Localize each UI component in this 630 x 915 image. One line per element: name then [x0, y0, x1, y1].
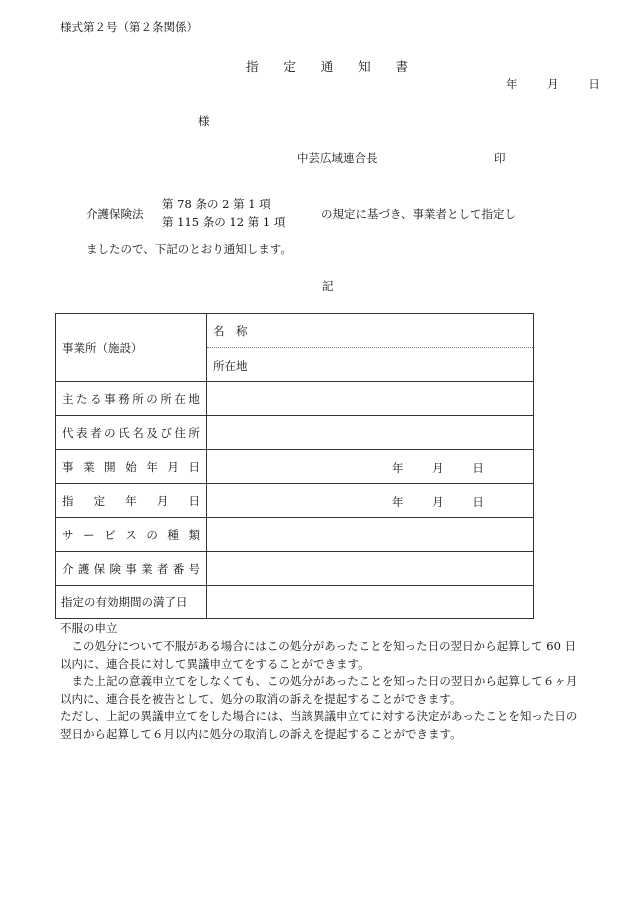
start-date-value	[207, 450, 533, 483]
char: の	[146, 391, 158, 406]
ki-marker: 記	[322, 279, 334, 293]
char: 者	[90, 425, 102, 440]
date-day: 日	[588, 77, 600, 91]
char: 種	[167, 527, 179, 542]
service-type-label	[56, 518, 207, 551]
char: 代	[62, 425, 74, 440]
facility-label-text: 事業所（施設）	[62, 340, 143, 355]
addressee-suffix: 様	[198, 114, 210, 128]
start-date-fields	[392, 460, 484, 476]
char: 年	[146, 459, 158, 474]
char: 月	[167, 459, 179, 474]
notes-body	[60, 638, 577, 743]
char: 務	[118, 391, 130, 406]
char: 号	[188, 561, 200, 576]
service-type-value	[207, 518, 533, 551]
date-month: 月	[432, 461, 444, 475]
char: の	[104, 425, 116, 440]
char: ー	[83, 527, 95, 542]
notes-line: 翌日から起算して６月以内に処分の取消しの訴えを提起することができます。	[60, 726, 462, 741]
char: び	[160, 425, 172, 440]
notes-line: 以内に、連合長を被告として、処分の取消の訴えを提起することができます。	[60, 691, 462, 706]
main-office-label	[56, 382, 207, 415]
clause-line-2: ましたので、下記のとおり通知します。	[86, 242, 292, 256]
table-row-provider-number	[56, 551, 533, 585]
char: 事	[125, 561, 137, 576]
char: 業	[141, 561, 153, 576]
law-name: 介護保険法	[86, 207, 144, 221]
notes-line: ただし、上記の異議申立てをした場合には、当該異議申立てに対する決定があったことを知った日の	[60, 709, 578, 723]
seal-mark: 印	[494, 151, 506, 165]
table-row-validity-end	[56, 585, 533, 618]
char: 地	[188, 391, 200, 406]
facility-divider	[207, 347, 533, 348]
char: 業	[83, 459, 95, 474]
char: 所	[188, 425, 200, 440]
char: 住	[174, 425, 186, 440]
char: 氏	[118, 425, 130, 440]
issue-date	[506, 76, 600, 92]
table-row-representative	[56, 415, 533, 449]
char: 始	[125, 459, 137, 474]
title-char: 書	[395, 59, 408, 74]
article-line-2: 第 115 条の 12 第 1 項	[162, 215, 286, 229]
char: サ	[62, 527, 74, 542]
provider-number-value	[207, 552, 533, 585]
notes-line: この処分について不服がある場合にはこの処分があったことを知った日の翌日から起算して 60 日	[60, 639, 577, 653]
char: 及	[146, 425, 158, 440]
char: ビ	[104, 527, 116, 542]
title-char: 知	[358, 59, 371, 74]
validity-end-label	[56, 586, 207, 618]
char: の	[146, 527, 158, 542]
table-row-start-date	[56, 449, 533, 483]
designation-table	[55, 313, 534, 619]
char: 険	[109, 561, 121, 576]
representative-label	[56, 416, 207, 449]
designation-date-fields	[392, 494, 484, 510]
char: 日	[188, 459, 200, 474]
char: 定	[93, 493, 106, 508]
char: 在	[174, 391, 186, 406]
designation-date-label	[56, 484, 207, 517]
date-year: 年	[392, 495, 404, 509]
char: 保	[93, 561, 106, 576]
table-row-service-type	[56, 517, 533, 551]
notes-heading: 不服の申立	[60, 621, 118, 635]
char: 所	[132, 391, 144, 406]
validity-end-text: 指定の有効期間の満了日	[61, 595, 188, 609]
date-day: 日	[472, 461, 484, 475]
article-line-1: 第 78 条の 2 第 1 項	[162, 197, 271, 211]
char: 開	[104, 459, 116, 474]
char: 表	[76, 425, 88, 440]
facility-label	[56, 314, 207, 381]
main-office-value	[207, 382, 533, 415]
issuer-name: 中芸広域連合長	[297, 151, 378, 165]
char: 事	[62, 459, 74, 474]
table-row-main-office	[56, 381, 533, 415]
provider-number-label	[56, 552, 207, 585]
char: 年	[125, 493, 137, 508]
validity-end-value	[207, 586, 533, 618]
notes-line: 以内に、連合長に対して異議申立てをすることができます。	[60, 656, 370, 671]
char: た	[76, 391, 88, 406]
representative-value	[207, 416, 533, 449]
char: 月	[156, 493, 169, 508]
char: ス	[125, 527, 137, 542]
notes-line: また上記の意義申立てをしなくても、この処分があったことを知った日の翌日から起算して６ヶ月	[60, 674, 578, 688]
clause-tail: の規定に基づき、事業者として指定し	[321, 207, 517, 221]
title-char: 通	[320, 59, 334, 74]
title-char: 指	[246, 59, 259, 74]
designation-date-value	[207, 484, 533, 517]
char: 事	[104, 391, 116, 406]
date-day: 日	[472, 495, 484, 509]
char: 所	[160, 391, 172, 406]
facility-address-label: 所在地	[213, 359, 248, 373]
start-date-label	[56, 450, 207, 483]
document-title	[246, 57, 408, 75]
char: 指	[62, 493, 74, 508]
facility-values	[207, 314, 533, 381]
char: 者	[156, 561, 169, 576]
table-row-designation-date	[56, 483, 533, 517]
date-month: 月	[547, 77, 559, 91]
table-row-facility	[56, 314, 533, 381]
char: る	[90, 391, 102, 406]
char: 名	[132, 425, 144, 440]
date-month: 月	[432, 495, 444, 509]
char: 番	[172, 561, 185, 576]
char: 主	[62, 391, 74, 406]
char: 護	[77, 561, 90, 576]
char: 類	[188, 527, 200, 542]
char: 日	[188, 493, 200, 508]
date-year: 年	[506, 77, 518, 91]
facility-name-label: 名 称	[213, 324, 248, 338]
date-year: 年	[392, 461, 404, 475]
char: 介	[62, 561, 74, 576]
title-char: 定	[283, 59, 296, 74]
form-number: 様式第２号（第２条関係）	[60, 20, 198, 34]
